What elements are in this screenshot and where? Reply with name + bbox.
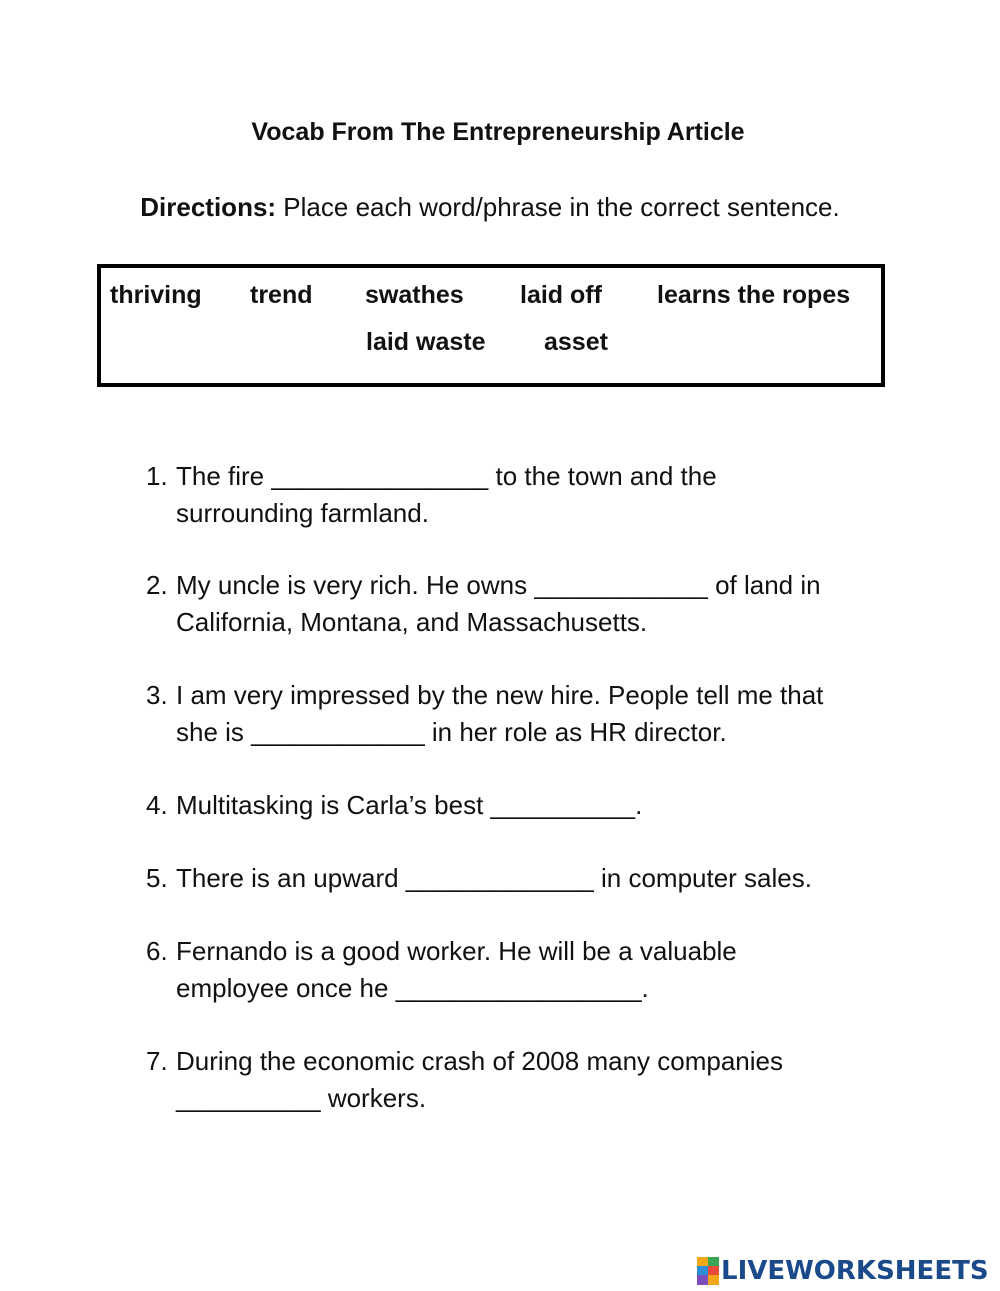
directions	[0, 192, 980, 223]
word-bank-item[interactable]: trend	[250, 281, 313, 309]
question-item	[146, 787, 886, 824]
question-item	[146, 860, 886, 897]
logo-block	[708, 1275, 719, 1285]
worksheet-title: Vocab From The Entrepreneurship Article	[251, 118, 745, 146]
question-line: employee once he _________________.	[176, 973, 649, 1003]
question-line: Fernando is a good worker. He will be a valuable	[176, 936, 737, 966]
logo-block	[708, 1257, 719, 1266]
logo-block	[697, 1275, 708, 1285]
question-line: I am very impressed by the new hire. People tell me that	[176, 680, 824, 710]
question-number: 2.	[146, 570, 168, 600]
word-bank-item[interactable]: laid off	[520, 281, 602, 309]
question-line: There is an upward _____________ in computer sales.	[176, 863, 812, 893]
question-number: 3.	[146, 680, 168, 710]
word-bank-item[interactable]: thriving	[110, 281, 202, 309]
question-number: 4.	[146, 790, 168, 820]
question-number: 5.	[146, 863, 168, 893]
question-line: she is ____________ in her role as HR director.	[176, 717, 727, 747]
directions-label: Directions:	[140, 192, 277, 222]
question-line: California, Montana, and Massachusetts.	[176, 607, 648, 637]
word-bank-item[interactable]: asset	[544, 328, 608, 356]
question-line: My uncle is very rich. He owns ____________ of land in	[176, 570, 821, 600]
word-bank-item[interactable]: laid waste	[366, 328, 486, 356]
question-line: During the economic crash of 2008 many companies	[176, 1046, 783, 1076]
question-number: 6.	[146, 936, 168, 966]
question-number: 7.	[146, 1046, 168, 1076]
logo-block	[708, 1266, 719, 1275]
logo-block	[697, 1266, 708, 1275]
question-item	[146, 567, 886, 641]
question-item	[146, 933, 886, 1007]
question-line: __________ workers.	[176, 1083, 427, 1113]
question-item	[146, 458, 886, 532]
directions-text: Place each word/phrase in the correct sentence.	[276, 192, 840, 222]
logo-text: LIVEWORKSHEETS	[721, 1256, 989, 1286]
question-item	[146, 677, 886, 751]
liveworksheets-logo	[697, 1254, 989, 1288]
question-line: surrounding farmland.	[176, 498, 429, 528]
question-line: The fire _______________ to the town and the	[176, 461, 717, 491]
question-item	[146, 1043, 886, 1117]
question-line: Multitasking is Carla’s best __________.	[176, 790, 643, 820]
logo-block	[697, 1257, 708, 1266]
logo-blocks-icon	[697, 1257, 719, 1285]
word-bank-item[interactable]: swathes	[365, 281, 464, 309]
word-bank	[97, 264, 885, 387]
word-bank-item[interactable]: learns the ropes	[657, 281, 851, 309]
question-number: 1.	[146, 461, 168, 491]
